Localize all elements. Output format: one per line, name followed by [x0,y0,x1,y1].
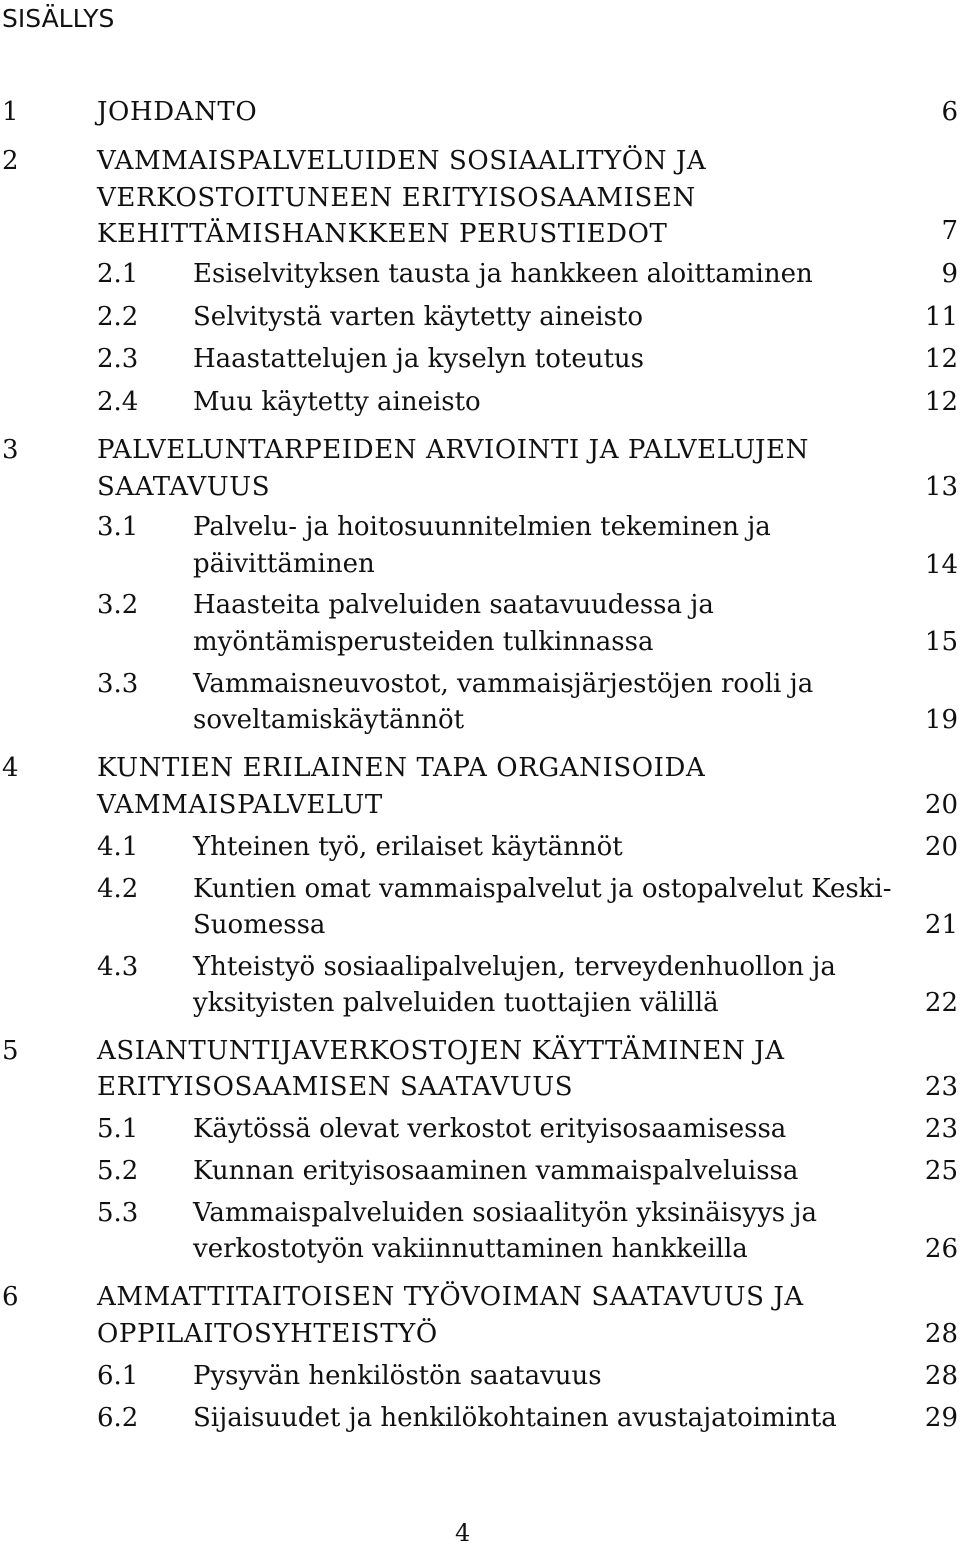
toc-entry-number: 5.1 [97,1114,139,1144]
toc-entry-title[interactable]: Kunnan erityisosaaminen vammaispalveluissa [193,1156,799,1186]
toc-entry-page: 22 [924,988,958,1018]
toc-entry-title[interactable]: soveltamiskäytännöt [193,705,465,735]
toc-entry-number: 6.2 [97,1403,139,1433]
toc-entry-page: 11 [924,302,958,332]
toc-entry-number: 2.3 [97,344,139,374]
toc-entry-title[interactable]: JOHDANTO [97,97,258,127]
toc-entry-number: 3 [2,435,19,465]
toc-entry-title[interactable]: Käytössä olevat verkostot erityisosaamisessa [193,1114,787,1144]
toc-entry-title[interactable]: ERITYISOSAAMISEN SAATAVUUS [97,1072,574,1102]
toc-entry-title[interactable]: VERKOSTOITUNEEN ERITYISOSAAMISEN [97,182,696,213]
toc-entry-title[interactable]: Palvelu- ja hoitosuunnitelmien tekeminen ja [193,512,771,542]
toc-entry-page: 28 [924,1361,958,1391]
toc-entry-title[interactable]: PALVELUNTARPEIDEN ARVIOINTI JA PALVELUJEN [97,435,809,465]
toc-entry-title[interactable]: Selvitystä varten käytetty aineisto [193,302,644,332]
toc-entry-title[interactable]: Haastattelujen ja kyselyn toteutus [193,344,645,374]
toc-entry-number: 5 [2,1036,19,1066]
toc-entry-page: 7 [941,216,958,246]
toc-entry-page: 12 [924,344,958,374]
toc-entry-page: 6 [941,97,958,127]
toc-entry-title[interactable]: Muu käytetty aineisto [193,387,481,417]
toc-entry-page: 20 [924,832,958,862]
toc-entry-page: 26 [924,1234,958,1264]
toc-entry-number: 4.3 [97,952,139,982]
toc-entry-number: 2.4 [97,387,139,417]
toc-entry-title[interactable]: myöntämisperusteiden tulkinnassa [193,627,654,657]
toc-entry-title[interactable]: yksityisten palveluiden tuottajien välillä [193,988,719,1018]
toc-entry-title[interactable]: Vammaisneuvostot, vammaisjärjestöjen rooli ja [193,669,814,699]
toc-entry-title[interactable]: Sijaisuudet ja henkilökohtainen avustajatoiminta [193,1403,837,1433]
toc-title: SISÄLLYS [2,4,115,33]
toc-entry-number: 6.1 [97,1361,139,1391]
toc-entry-title[interactable]: Yhteistyö sosiaalipalvelujen, terveydenhuollon ja [193,952,836,982]
toc-entry-title[interactable]: Suomessa [193,910,326,940]
toc-entry-page: 23 [924,1072,958,1102]
toc-entry-number: 4.1 [97,832,139,862]
toc-entry-title[interactable]: päivittäminen [193,549,375,579]
toc-entry-title[interactable]: Haasteita palveluiden saatavuudessa ja [193,590,714,620]
toc-entry-number: 3.3 [97,669,139,699]
toc-entry-title[interactable]: ASIANTUNTIJAVERKOSTOJEN KÄYTTÄMINEN JA [97,1036,785,1066]
toc-entry-number: 4 [2,753,19,783]
toc-entry-page: 15 [924,627,958,657]
toc-entry-title[interactable]: VAMMAISPALVELUIDEN SOSIAALITYÖN JA [97,146,707,176]
toc-entry-number: 3.1 [97,512,139,542]
toc-entry-page: 29 [924,1403,958,1433]
toc-entry-number: 4.2 [97,874,139,904]
toc-entry-page: 9 [941,259,958,289]
toc-entry-title[interactable]: KUNTIEN ERILAINEN TAPA ORGANISOIDA [97,753,706,783]
toc-entry-title[interactable]: VAMMAISPALVELUT [97,790,383,820]
toc-entry-number: 2 [2,146,19,176]
toc-entry-number: 2.2 [97,302,139,332]
toc-entry-page: 13 [924,472,958,502]
toc-entry-number: 2.1 [97,259,139,289]
toc-entry-title[interactable]: Yhteinen työ, erilaiset käytännöt [193,832,623,862]
toc-entry-title[interactable]: Kuntien omat vammaispalvelut ja ostopalvelut Keski- [193,874,892,904]
toc-entry-page: 28 [924,1319,958,1349]
toc-entry-number: 1 [2,97,19,127]
toc-entry-number: 5.2 [97,1156,139,1186]
toc-entry-title[interactable]: verkostotyön vakiinnuttaminen hankkeilla [193,1234,748,1264]
toc-entry-page: 19 [924,705,958,735]
toc-entry-page: 20 [924,790,958,820]
toc-entry-title[interactable]: Esiselvityksen tausta ja hankkeen aloittaminen [193,259,813,289]
toc-entry-title[interactable]: Vammaispalveluiden sosiaalityön yksinäisyys ja [193,1198,817,1228]
toc-entry-title[interactable]: SAATAVUUS [97,472,271,502]
toc-entry-title[interactable]: OPPILAITOSYHTEISTYÖ [97,1319,438,1349]
toc-entry-title[interactable]: AMMATTITAITOISEN TYÖVOIMAN SAATAVUUS JA [97,1282,804,1312]
toc-entry-title[interactable]: KEHITTÄMISHANKKEEN PERUSTIEDOT [97,219,668,249]
toc-entry-page: 23 [924,1114,958,1144]
toc-entry-title[interactable]: Pysyvän henkilöstön saatavuus [193,1361,602,1391]
toc-entry-page: 12 [924,387,958,417]
page-number: 4 [455,1519,471,1547]
toc-entry-page: 21 [924,910,958,940]
toc-entry-number: 5.3 [97,1198,139,1228]
toc-entry-page: 25 [924,1156,958,1186]
toc-entry-number: 6 [2,1282,19,1312]
toc-entry-page: 14 [924,550,958,580]
toc-entry-number: 3.2 [97,590,139,620]
